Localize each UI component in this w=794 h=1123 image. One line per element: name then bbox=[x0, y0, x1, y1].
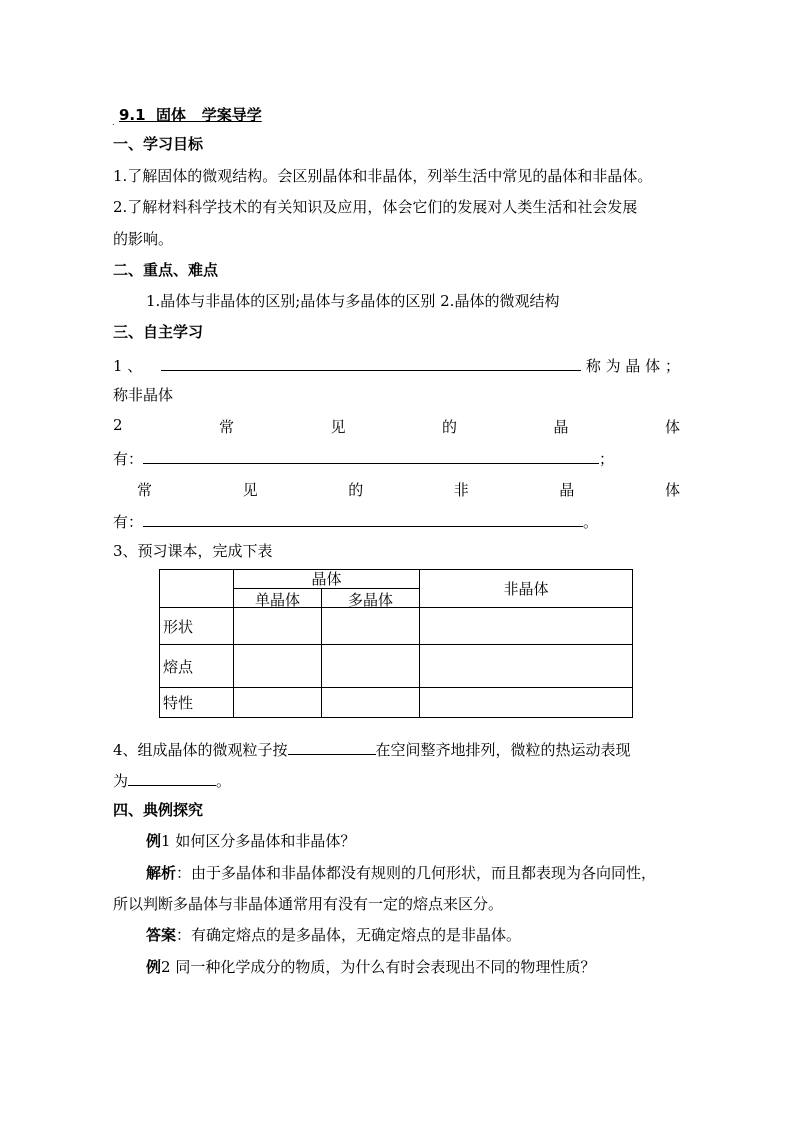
blank-line[interactable] bbox=[161, 354, 581, 371]
question-4-cont: 为 。 bbox=[113, 769, 231, 791]
blank-line[interactable] bbox=[143, 510, 583, 527]
question-1: 1 、 称 为 晶 体 ； bbox=[113, 354, 680, 376]
blank-line[interactable] bbox=[128, 769, 216, 786]
row-label-melting-point: 熔点 bbox=[160, 645, 234, 688]
question-2b-line: 常 见 的 非 晶 体 bbox=[137, 481, 680, 499]
row-label-shape: 形状 bbox=[160, 608, 234, 645]
section-heading-examples: 四、典例探究 bbox=[113, 801, 204, 819]
keypoints: 1.晶体与非晶体的区别;晶体与多晶体的区别 2.晶体的微观结构 bbox=[146, 292, 560, 310]
blank-line[interactable] bbox=[143, 447, 599, 464]
amorphous-header: 非晶体 bbox=[420, 570, 633, 608]
example-2: 例2 同一种化学成分的物质，为什么有时会表现出不同的物理性质？ bbox=[146, 958, 596, 976]
table-cell[interactable] bbox=[234, 688, 322, 718]
table-cell[interactable] bbox=[420, 608, 633, 645]
table-cell[interactable] bbox=[420, 645, 633, 688]
section-heading-keypoints: 二、重点、难点 bbox=[113, 261, 219, 279]
analysis: 解析：由于多晶体和非晶体都没有规则的几何形状，而且都表现为各向同性， bbox=[146, 864, 657, 882]
crystal-subheaders bbox=[234, 589, 419, 607]
single-crystal-header: 单晶体 bbox=[234, 589, 322, 607]
row-label-property: 特性 bbox=[160, 688, 234, 718]
section-heading-goals: 一、学习目标 bbox=[113, 135, 204, 153]
analysis-cont: 所以判断多晶体与非晶体通常用有没有一定的熔点来区分。 bbox=[113, 895, 504, 913]
table-cell[interactable] bbox=[234, 608, 322, 645]
table-cell[interactable] bbox=[234, 645, 322, 688]
question-4: 4、组成晶体的微观粒子按 在空间整齐地排列，微粒的热运动表现 bbox=[113, 738, 631, 760]
section-heading-self-study: 三、自主学习 bbox=[113, 323, 204, 341]
table-cell[interactable] bbox=[420, 688, 633, 718]
goal-2b: 的影响。 bbox=[113, 230, 174, 248]
example-1: 例1 如何区分多晶体和非晶体？ bbox=[146, 832, 356, 850]
poly-crystal-header: 多晶体 bbox=[347, 591, 393, 609]
comparison-table bbox=[159, 569, 633, 718]
question-3: 3、预习课本，完成下表 bbox=[113, 542, 273, 560]
question-2-line: 2 常 见 的 晶 体 bbox=[113, 416, 680, 436]
bullet-dot: . bbox=[112, 118, 115, 127]
table-cell[interactable] bbox=[321, 608, 419, 645]
table-cell[interactable] bbox=[321, 645, 419, 688]
question-1-cont: 称非晶体 bbox=[113, 386, 174, 404]
question-2-blank: 有： ； bbox=[113, 447, 614, 469]
crystal-header-cell bbox=[234, 570, 420, 608]
blank-line[interactable] bbox=[288, 738, 376, 755]
answer: 答案：有确定熔点的是多晶体，无确定熔点的是非晶体。 bbox=[146, 926, 522, 944]
goal-2a: 2.了解材料科学技术的有关知识及应用，体会它们的发展对人类生活和社会发展 bbox=[113, 198, 638, 216]
page-title: 9.1 固体 学案导学 bbox=[119, 106, 262, 124]
goal-1: 1.了解固体的微观结构。会区别晶体和非晶体，列举生活中常见的晶体和非晶体。 bbox=[113, 167, 653, 185]
table-cell[interactable] bbox=[321, 688, 419, 718]
crystal-header: 晶体 bbox=[234, 570, 419, 589]
question-2b-blank: 有： 。 bbox=[113, 510, 598, 532]
table-corner-cell bbox=[160, 570, 234, 608]
